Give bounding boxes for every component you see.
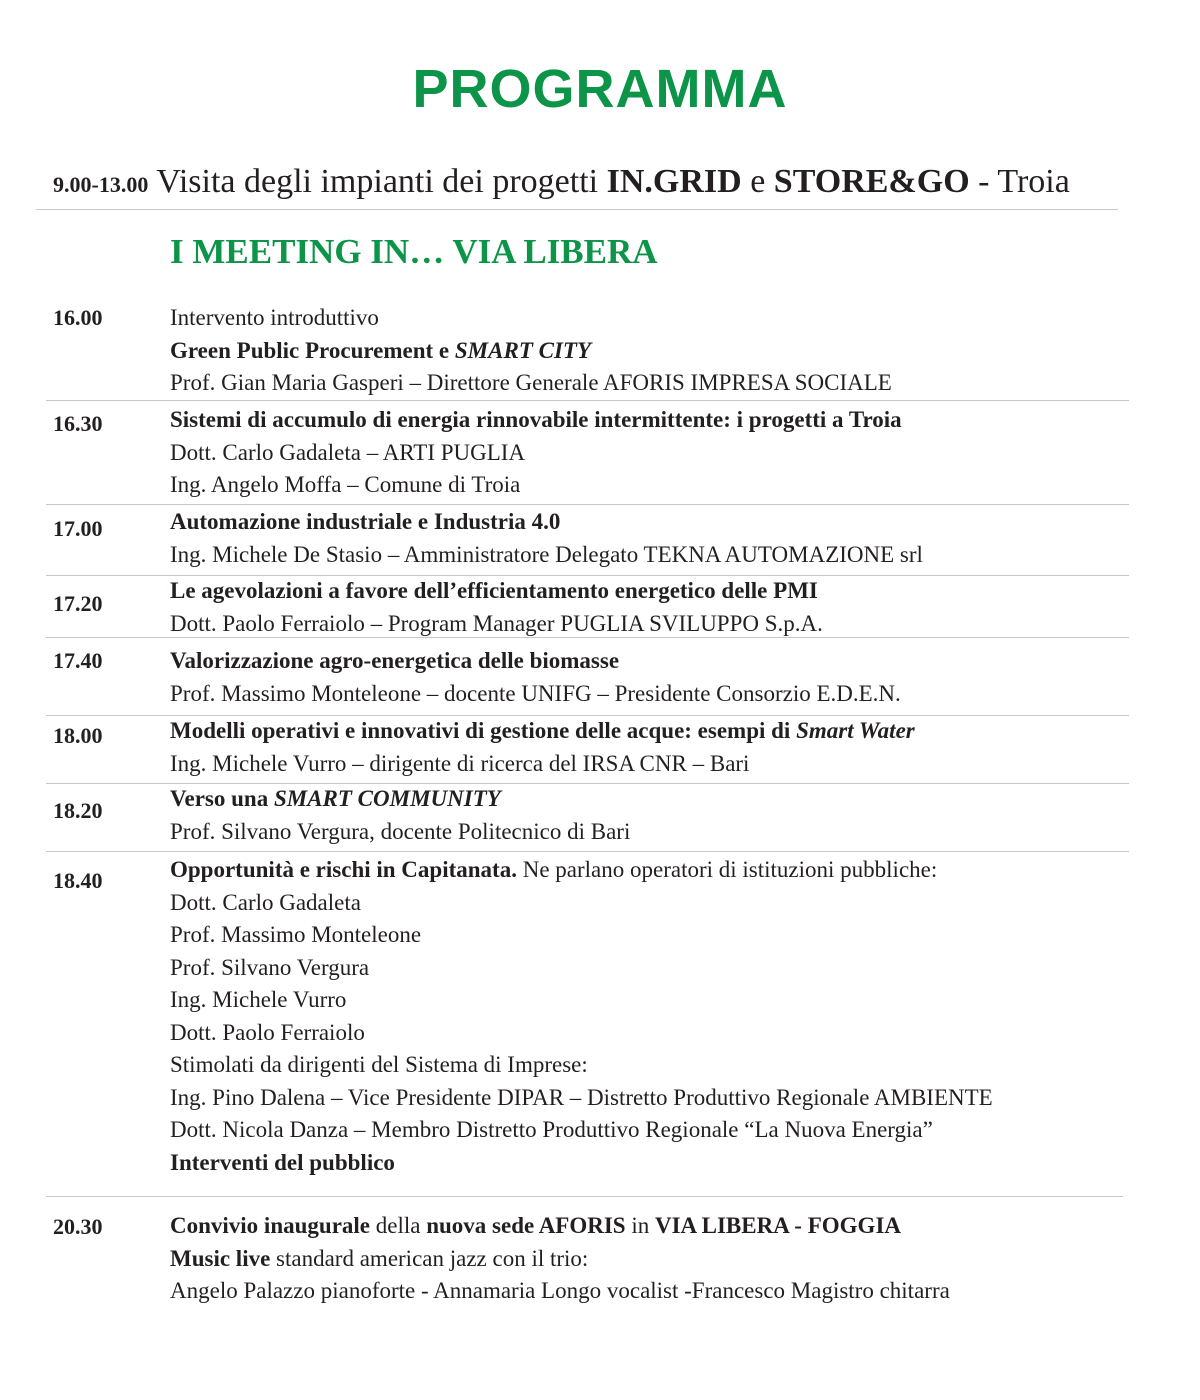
visit-project-storego: STORE&GO (773, 163, 970, 200)
speaker-line: Prof. Massimo Monteleone (170, 922, 422, 947)
music-description: standard american jazz con il trio: (270, 1245, 589, 1271)
visit-project-ingrid: IN.GRID (606, 163, 742, 200)
divider (46, 851, 1129, 852)
session-title-text: Opportunità e rischi in Capitanata. (170, 857, 517, 882)
session-time: 18.20 (53, 798, 103, 823)
music-line (170, 1243, 950, 1276)
session-intro: Intervento introduttivo (170, 305, 379, 330)
session-details (170, 645, 901, 710)
session-time: 18.00 (53, 723, 103, 748)
session-time: 16.30 (53, 411, 103, 436)
session-details (170, 854, 993, 1179)
session-speaker: Ing. Michele De Stasio – Amministratore Delegato TEKNA AUTOMAZIONE srl (170, 541, 923, 567)
venue-location: VIA LIBERA - FOGGIA (654, 1213, 901, 1238)
session-time: 17.40 (53, 648, 103, 673)
title-connector: della (370, 1213, 427, 1238)
divider (46, 400, 1129, 401)
session-title (170, 335, 892, 368)
session-title-text: Modelli operativi e innovativi di gestione delle acque: esempi di (170, 718, 797, 743)
session-title-italic: SMART COMMUNITY (273, 786, 501, 811)
session-speaker: Ing. Michele Vurro – dirigente di ricerca del IRSA CNR – Bari (170, 750, 750, 776)
session-time: 16.00 (53, 305, 103, 330)
speaker-line: Ing. Pino Dalena – Vice Presidente DIPAR – Distretto Produttivo Regionale AMBIENTE (170, 1084, 993, 1110)
session-title: Le agevolazioni a favore dell’efficientamento energetico delle PMI (170, 578, 818, 603)
visit-location: - Troia (969, 163, 1070, 200)
session-title-text: Verso una (170, 786, 274, 811)
session-title: Valorizzazione agro-energetica delle biomasse (170, 648, 620, 673)
session-title-italic: Smart Water (796, 718, 915, 743)
session-speaker: Prof. Massimo Monteleone – docente UNIFG – Presidente Consorzio E.D.E.N. (170, 680, 901, 706)
divider (46, 637, 1129, 638)
session-details (170, 1210, 950, 1308)
session-details (170, 506, 923, 571)
speaker-line: Ing. Michele Vurro (170, 987, 347, 1012)
speaker-line: Prof. Silvano Vergura (170, 954, 370, 980)
session-details (170, 783, 630, 848)
session-time: 17.00 (53, 516, 103, 541)
session-speaker: Dott. Paolo Ferraiolo – Program Manager PUGLIA SVILUPPO S.p.A. (170, 610, 823, 636)
meeting-title: I MEETING IN… VIA LIBERA (170, 232, 658, 271)
speaker-line: Dott. Carlo Gadaleta (170, 889, 361, 915)
session-title (170, 715, 915, 748)
session-title: Automazione industriale e Industria 4.0 (170, 509, 561, 534)
session-details (170, 575, 823, 640)
new-venue-label: nuova sede AFORIS (426, 1213, 626, 1238)
session-speaker: Prof. Silvano Vergura, docente Politecnico di Bari (170, 818, 631, 844)
music-label: Music live (170, 1245, 271, 1271)
session-title-text: Green Public Procurement e (170, 337, 455, 363)
session-title: Sistemi di accumulo di energia rinnovabile intermittente: i progetti a Troia (170, 407, 902, 432)
session-title-italic: SMART CITY (454, 337, 592, 363)
session-details (170, 715, 915, 780)
session-title-rest: Ne parlano operatori di istituzioni pubbliche: (516, 857, 938, 882)
session-title (170, 854, 993, 887)
visit-text: Visita degli impianti dei progetti (156, 163, 607, 200)
session-details (170, 404, 902, 502)
session-speaker: Dott. Carlo Gadaleta – ARTI PUGLIA (170, 439, 526, 465)
session-time: 18.40 (53, 868, 103, 893)
session-time: 20.30 (53, 1214, 103, 1239)
session-speaker: Prof. Gian Maria Gasperi – Direttore Generale AFORIS IMPRESA SOCIALE (170, 370, 892, 395)
speaker-line: Dott. Nicola Danza – Membro Distretto Produttivo Regionale “La Nuova Energia” (170, 1117, 933, 1142)
session-title (170, 1210, 950, 1243)
session-speaker: Ing. Angelo Moffa – Comune di Troia (170, 472, 521, 497)
artists-line: Angelo Palazzo pianoforte - Annamaria Longo vocalist -Francesco Magistro chitarra (170, 1278, 950, 1303)
session-time: 17.20 (53, 591, 103, 616)
divider (46, 504, 1129, 505)
page-title: PROGRAMMA (412, 59, 788, 119)
divider (36, 209, 1118, 210)
session-closing: Interventi del pubblico (170, 1149, 395, 1175)
session-details (170, 302, 892, 400)
session-title (170, 783, 630, 816)
speaker-line: Stimolati da dirigenti del Sistema di Imprese: (170, 1052, 588, 1077)
visit-line (53, 160, 1070, 207)
visit-text-and: e (741, 163, 774, 200)
divider (46, 1196, 1123, 1197)
visit-time: 9.00-13.00 (53, 172, 149, 197)
title-connector: in (625, 1213, 655, 1238)
speaker-line: Dott. Paolo Ferraiolo (170, 1019, 365, 1045)
convivio-label: Convivio inaugurale (170, 1213, 371, 1238)
